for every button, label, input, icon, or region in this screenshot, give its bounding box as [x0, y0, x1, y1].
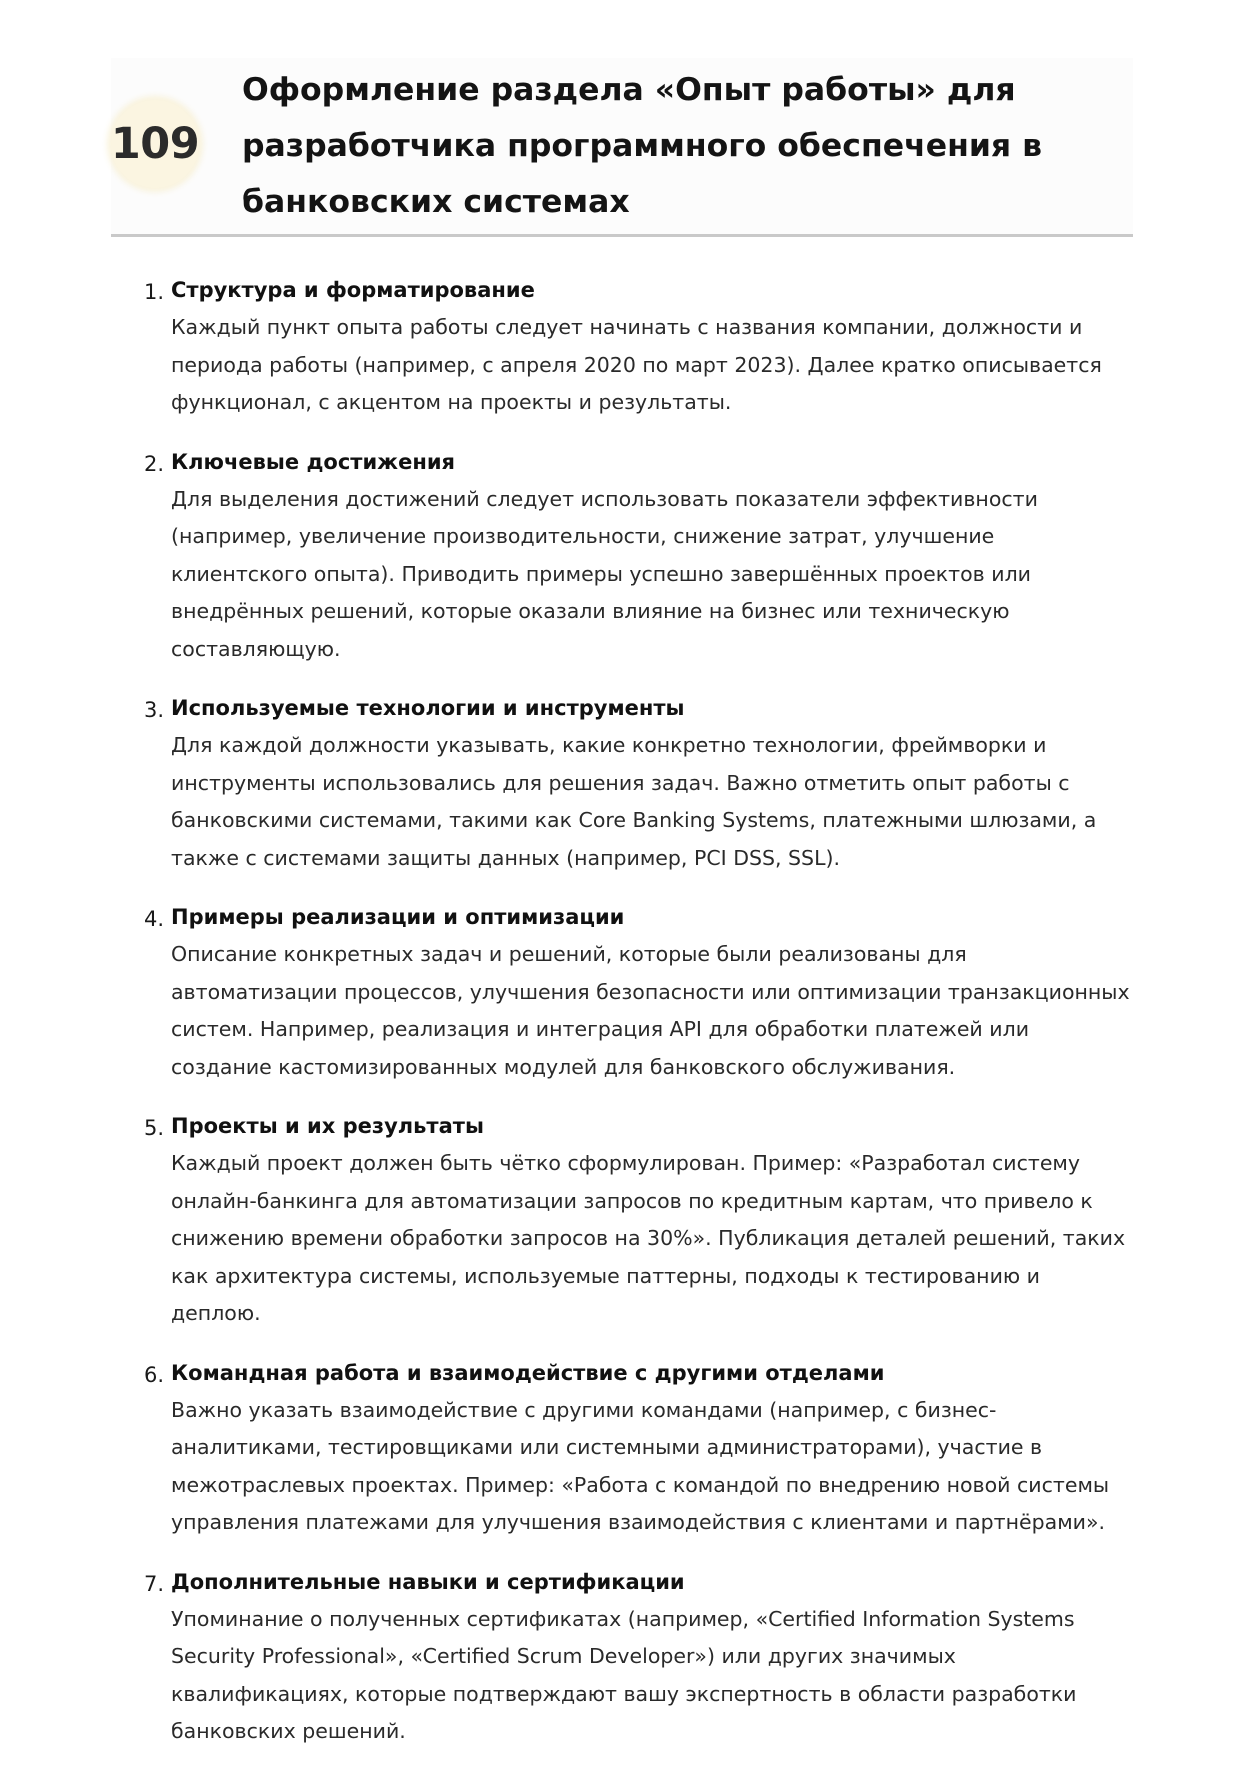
page-header [111, 58, 1133, 237]
list-item-text: Для каждой должности указывать, какие конкретно технологии, фреймворки и инструменты использовались для решения задач. Важно отметить опыт работы с банковскими системами, такими как Core Banking Systems, платежными шлюзами, а также с системами защиты данных (например, PCI DSS, SSL). [171, 733, 1097, 870]
list-item-title: Проекты и их результаты [171, 1114, 484, 1138]
list-item-number: 5. [144, 1116, 165, 1140]
page-title: Оформление раздела «Опыт работы» для разработчика программного обеспечения в банковских системах [242, 72, 1043, 220]
list-item-title: Ключевые достижения [171, 449, 456, 474]
list-item-text: Упоминание о полученных сертификатах (например, «Certified Information Systems Security Professional», «Certified Scrum Developer») или других значимых квалификациях, которые подтверждают вашу экспертность в области разработки банковских решений. [171, 1606, 1077, 1743]
list-item-number: 1. [144, 280, 165, 304]
list-item-number: 2. [144, 451, 165, 476]
list-item [124, 272, 1134, 422]
list-item-text: Важно указать взаимодействие с другими командами (например, с бизнес-аналитиками, тестировщиками или системными администраторами), участие в межотраслевых проектах. Пример: «Работа с командой по внедрению новой системы управления платежами для улучшения взаимодействия с клиентами и партнёрами». [171, 1397, 1110, 1534]
list-item-number: 7. [144, 1571, 165, 1596]
list-item-text: Для выделения достижений следует использовать показатели эффективности (например, увеличение производительности, снижение затрат, улучшение клиентского опыта). Приводить примеры успешно завершённых проектов или внедрённых решений, которые оказали влияние на бизнес или техническую составляющую. [171, 486, 1038, 661]
list-item-text: Каждый пункт опыта работы следует начинать с названия компании, должности и периода работы (например, с апреля 2020 по март 2023). Далее кратко описывается функционал, с акцентом на проекты и результаты. [171, 315, 1102, 414]
list-item [124, 690, 1134, 877]
list-item-title: Используемые технологии и инструменты [171, 696, 685, 720]
chapter-number-badge: 109 [111, 100, 199, 188]
list-item [124, 1564, 1134, 1751]
list-item [124, 444, 1134, 669]
list-item-number: 4. [144, 907, 165, 931]
list-item-title: Командная работа и взаимодействие с другими отделами [171, 1360, 885, 1385]
list-item-text: Каждый проект должен быть чётко сформулирован. Пример: «Разработал систему онлайн-банкинга для автоматизации запросов по кредитным картам, что привело к снижению времени обработки запросов на 30%». Публикация деталей решений, таких как архитектура системы, используемые паттерны, подходы к тестированию и деплою. [171, 1151, 1126, 1325]
list-item-number: 6. [144, 1362, 165, 1387]
list-item [124, 899, 1134, 1086]
list-item [124, 1355, 1134, 1542]
list-item-title: Примеры реализации и оптимизации [171, 905, 625, 929]
section-list [124, 270, 1134, 1773]
list-item [124, 1108, 1134, 1333]
list-item-number: 3. [144, 698, 165, 722]
list-item-title: Дополнительные навыки и сертификации [171, 1569, 685, 1594]
list-item-text: Описание конкретных задач и решений, которые были реализованы для автоматизации процессов, улучшения безопасности или оптимизации транзакционных систем. Например, реализация и интеграция API для обработки платежей или создание кастомизированных модулей для банковского обслуживания. [171, 942, 1130, 1079]
list-item-title: Структура и форматирование [171, 278, 535, 302]
